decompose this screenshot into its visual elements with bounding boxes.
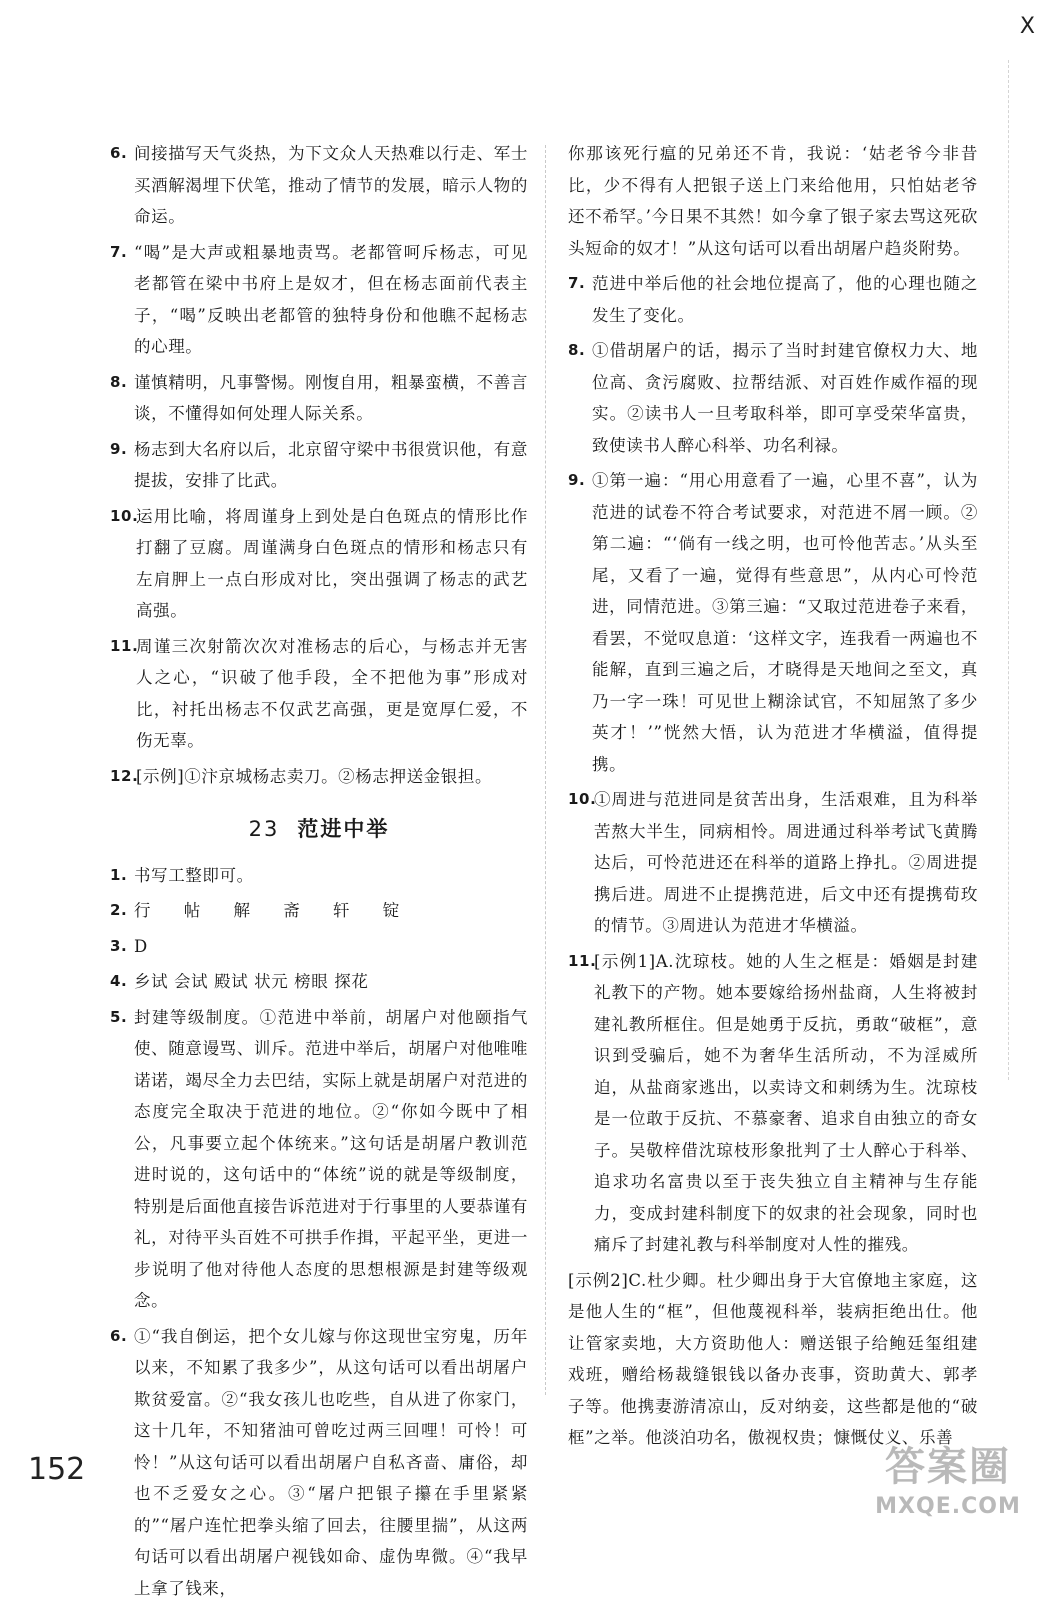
answer-text: 间接描写天气炎热，为下文众人天热难以行走、军士买酒解渴埋下伏笔，推动了情节的发展，暗示人物的命运。: [134, 144, 528, 226]
answer-number: 9.: [568, 471, 586, 489]
answer-text: 乡试 会试 殿试 状元 榜眼 探花: [134, 972, 369, 991]
section-heading: [110, 814, 528, 846]
answer-number: 8.: [110, 372, 128, 391]
answers-section-23: [110, 860, 528, 1605]
answer-item: [568, 268, 978, 331]
section-title: 范进中举: [297, 817, 390, 841]
watermark-url: MXQE.COM: [875, 1494, 1021, 1519]
answer-number: 1.: [110, 865, 128, 884]
answer-text: “喝”是大声或粗暴地责骂。老都管呵斥杨志，可见老都管在梁中书府上是奴才，但在杨志面前代表主子，“喝”反映出老都管的独特身份和他瞧不起杨志的心理。: [134, 242, 528, 356]
section-number: 23: [248, 817, 280, 841]
answer-text: ①借胡屠户的话，揭示了当时封建官僚权力大、地位高、贪污腐败、拉帮结派、对百姓作威作福的现实。②读书人一旦考取科举，即可享受荣华富贵，致使读书人醉心科举、功名利禄。: [592, 341, 978, 455]
answer-number: 4.: [110, 972, 128, 990]
answer-text: ①周进与范进同是贫苦出身，生活艰难，且为科举苦熬大半生，同病相怜。周进通过科举考试飞黄腾达后，可怜范进还在科举的道路上挣扎。②周进提携后进。周进不止提携范进，后文中还有提携荀玫的情节。③周进认为范进才华横溢。: [594, 790, 978, 935]
answer-text: [示例1]A.沈琼枝。她的人生之框是：婚姻是封建礼教下的产物。她本要嫁给扬州盐商，人生将被封建礼教所框住。但是她勇于反抗，勇敢“破框”，意识到受骗后，她不为奢华生活所动，不为淫威所迫，从盐商家逃出，以卖诗文和刺绣为生。沈琼枝是一位敢于反抗、不慕豪奢、追求自由独立的奇女子。吴敬梓借沈琼枝形象批判了士人醉心于科举、追求功名富贵以至于丧失独立自主精神与生存能力，变成封建科制度下的奴隶的社会现象，同时也痛斥了封建礼教与科举制度对人性的摧残。: [594, 951, 978, 1254]
answer-number: 6.: [110, 1326, 128, 1345]
right-column: [568, 138, 978, 1458]
answer-text: 周谨三次射箭次次对准杨志的后心，与杨志并无害人之心，“识破了他手段，全不把他为事”形成对比，衬托出杨志不仅武艺高强，更是宽厚仁爱，不伤无辜。: [136, 636, 528, 750]
answer-item: [110, 434, 528, 497]
answers-section-22: [110, 138, 528, 792]
answer-item: [568, 946, 978, 1261]
answer-number: 9.: [110, 439, 128, 458]
answer-number: 8.: [568, 341, 586, 359]
answer-item: [568, 335, 978, 461]
page-number: 152: [28, 1452, 86, 1487]
answer-text: 书写工整即可。: [134, 865, 254, 885]
watermark-logo: [868, 1442, 1028, 1528]
answer-number: 7.: [110, 242, 128, 261]
answers-section-23-cont: [568, 268, 978, 1261]
answer-number: 7.: [568, 274, 586, 292]
answer-text: ①第一遍：“用心用意看了一遍，心里不喜”，认为范进的试卷不符合考试要求，对范进不屑一顾。②第二遍：“‘倘有一线之明，也可怜他苦志。’从头至尾，又看了一遍，觉得有些意思”，从内心可怜范进，同情范进。③第三遍：“又取过范进卷子来看，看罢，不觉叹息道：‘这样文字，连我看一两遍也不能解，直到三遍之后，才晓得是天地间之至文，真乃一字一珠！可见世上糊涂试官，不知屈煞了多少英才！’”恍然大悟，认为范进才华横溢，值得提携。: [592, 471, 978, 774]
answer-item: [110, 931, 528, 963]
answer-text: ①“我自倒运，把个女儿嫁与你这现世宝穷鬼，历年以来，不知累了我多少”，从这句话可以看出胡屠户欺贫爱富。②“我女孩儿也吃些，自从进了你家门，这十几年，不知猪油可曾吃过两三回哩！可怜！可怜！”从这句话可以看出胡屠户自私吝啬、庸俗，却也不乏爱女之心。③“屠户把银子攥在手里紧紧的”“屠户连忙把拳头缩了回去，往腰里揣”，从这两句话可以看出胡屠户视钱如命、虚伪卑微。④“我早上拿了钱来，: [134, 1326, 528, 1598]
answer-text: 谨慎精明，凡事警惕。刚愎自用，粗暴蛮横，不善言谈，不懂得如何处理人际关系。: [134, 372, 528, 423]
answer-text: 范进中举后他的社会地位提高了，他的心理也随之发生了变化。: [592, 274, 978, 325]
answer-number: 10.: [568, 790, 597, 808]
answer-text: D: [134, 936, 148, 956]
continued-answer-text: 你那该死行瘟的兄弟还不肯，我说：‘姑老爷今非昔比，少不得有人把银子送上门来给他用，只怕姑老爷还不希罕。’今日果不其然！如今拿了银子家去骂这死砍头短命的奴才！”从这句话可以看出胡屠户趋炎附势。: [568, 144, 978, 258]
answer-item: [110, 966, 528, 998]
watermark-logo-text: 答案圈: [885, 1444, 1011, 1490]
answer-item: [568, 784, 978, 942]
answer-number: 2.: [110, 901, 128, 919]
answer-number: 3.: [110, 936, 128, 955]
answer-item: [110, 237, 528, 363]
answer-number: 12.: [110, 766, 139, 785]
answer-item: [110, 631, 528, 757]
answer-item: [110, 367, 528, 430]
answer-number: 10.: [110, 506, 139, 525]
answer-item: [110, 895, 528, 927]
answer-number: 11.: [568, 951, 597, 970]
answer-item: [110, 138, 528, 233]
answer-text: 运用比喻，将周谨身上到处是白色斑点的情形比作打翻了豆腐。周谨满身白色斑点的情形和杨志只有左肩胛上一点白形成对比，突出强调了杨志的武艺高强。: [136, 506, 528, 620]
answer-number: 11.: [110, 636, 139, 655]
answer-text: 行 帖 解 斋 轩 锭: [134, 901, 414, 920]
answer-number: 5.: [110, 1007, 128, 1026]
answer-item: [110, 860, 528, 892]
answer-item: [110, 761, 528, 793]
answer-text: [示例]①汴京城杨志卖刀。②杨志押送金银担。: [136, 766, 493, 786]
column-divider: [545, 145, 546, 1395]
answer-text: 封建等级制度。①范进中举前，胡屠户对他颐指气使、随意谩骂、训斥。范进中举后，胡屠户对他唯唯诺诺，竭尽全力去巴结，实际上就是胡屠户对范进的态度完全取决于范进的地位。②“你如今既中了相公，凡事要立起个体统来。”这句话是胡屠户教训范进时说的，这句话中的“体统”说的就是等级制度，特别是后面他直接告诉范进对于行事里的人要恭谨有礼，对待平头百姓不可拱手作揖，平起平坐，更进一步说明了他对待他人态度的思想根源是封建等级观念。: [134, 1007, 528, 1310]
answer-text: 杨志到大名府以后，北京留守梁中书很赏识他，有意提拔，安排了比武。: [134, 439, 528, 490]
margin-rule: [1008, 60, 1009, 1080]
answer-item: [110, 1321, 528, 1605]
corner-mark: X: [1019, 14, 1035, 39]
answer-item: [568, 465, 978, 780]
answer-item: [110, 501, 528, 627]
answer-item: [110, 1002, 528, 1317]
answer-number: 6.: [110, 144, 128, 162]
example-2-text: [示例2]C.杜少卿。杜少卿出身于大官僚地主家庭，这是他人生的“框”，但他蔑视科举，装病拒绝出仕。他让管家卖地，大方资助他人：赠送银子给鲍廷玺组建戏班，赠给杨裁缝银钱以备办丧事，资助黄大、郭孝子等。他携妻游清凉山，反对纳妾，这些都是他的“破框”之举。他淡泊功名，傲视权贵；慷慨仗义、乐善: [568, 1270, 978, 1447]
left-column: [110, 138, 528, 1608]
